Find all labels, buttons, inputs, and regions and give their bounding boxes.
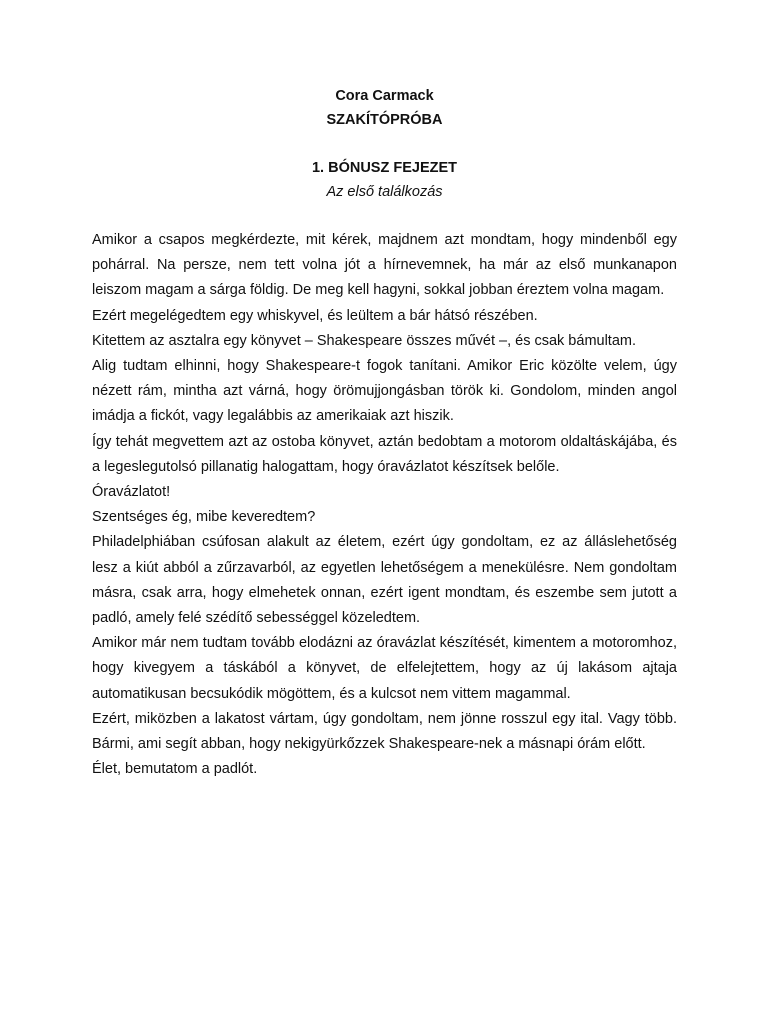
- paragraph: Alig tudtam elhinni, hogy Shakespeare-t fogok tanítani. Amikor Eric közölte velem, úgy nézett rám, mintha azt várná, hogy örömujjongásban török ki. Gondolom, minden angol imádja a fickót, vagy legalábbis az amerikaiak azt hiszik.: [92, 358, 677, 425]
- paragraph: Ezért megelégedtem egy whiskyvel, és leültem a bár hátsó részében.: [92, 307, 538, 324]
- chapter-heading: 1. BÓNUSZ FEJEZET: [311, 160, 458, 176]
- author-name: Cora Carmack: [335, 88, 434, 104]
- paragraph: Óravázlatot!: [92, 484, 171, 501]
- book-title: SZAKÍTÓPRÓBA: [326, 112, 443, 128]
- paragraph: Ezért, miközben a lakatost vártam, úgy gondoltam, nem jönne rosszul egy ital. Vagy több. Bármi, ami segít abban, hogy nekigyürkőzzek Shakespeare-nek a másnapi órám előtt.: [92, 710, 677, 753]
- paragraph: Élet, bemutatom a padlót.: [92, 761, 258, 778]
- paragraph: Így tehát megvettem azt az ostoba könyvet, aztán bedobtam a motorom oldaltáskájába, és a legeslegutolsó pillanatig halogattam, hogy óravázlatot készítsek belőle.: [92, 433, 677, 475]
- chapter-subtitle: Az első találkozás: [326, 184, 443, 200]
- paragraph: Kitettem az asztalra egy könyvet – Shakespeare összes művét –, és csak bámultam.: [92, 332, 637, 349]
- document-body: [92, 228, 677, 782]
- paragraph: Philadelphiában csúfosan alakult az életem, ezért úgy gondoltam, ez az álláslehetőség lesz a kiút abból a zűrzavarból, az egyetlen lehetőségem a menekülésre. Nem gondoltam másra, csak arra, hogy elmehetek onnan, ezért igent mondtam, és eszembe sem jutott a padló, amely felé szédítő sebességgel közeledtem.: [92, 534, 677, 627]
- document-header: [92, 84, 677, 204]
- paragraph: Szentséges ég, mibe keveredtem?: [92, 509, 316, 526]
- paragraph: Amikor már nem tudtam tovább elodázni az óravázlat készítését, kimentem a motoromhoz, hogy kivegyem a táskából a könyvet, de elfelejtettem, hogy az új lakásom ajtaja automatikusan becsukódik mögöttem, és a kulcsot nem vittem magammal.: [92, 635, 677, 702]
- paragraph: Amikor a csapos megkérdezte, mit kérek, majdnem azt mondtam, hogy mindenből egy pohárral. Na persze, nem tett volna jót a hírnevemnek, ha már az első munkanapon leiszom magam a sárga földig. De meg kell hagyni, sokkal jobban éreztem volna magam.: [92, 232, 677, 299]
